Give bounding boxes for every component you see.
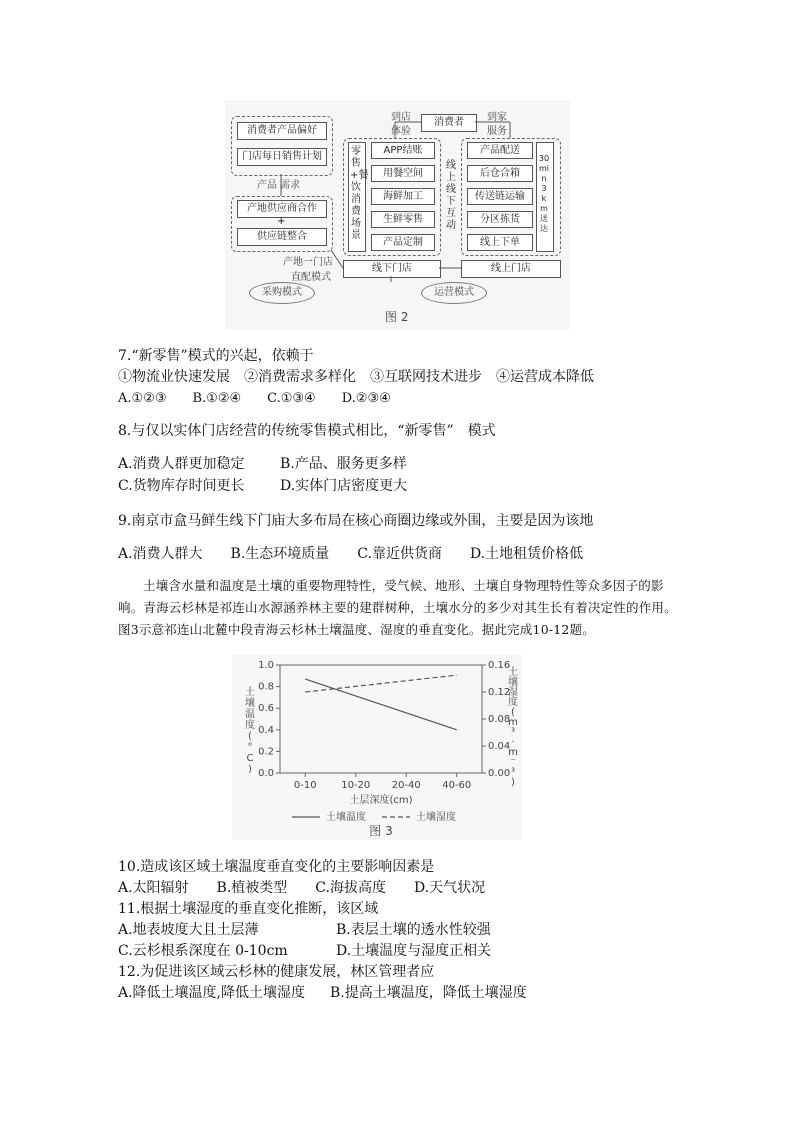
to-home-label-1: 到家 (487, 112, 507, 123)
x-tick-label: 20-40 (391, 780, 421, 791)
q8-stem: 8.与仅以实体门店经营的传统零售模式相比，“新零售” 模式 (118, 423, 496, 439)
right-tick-label: 0.00 (488, 768, 511, 779)
q12-stem: 12.为促进该区域云杉林的健康发展，林区管理者应 (118, 964, 435, 980)
store-sales-plan-box: 门店每日销售计划 (237, 148, 327, 166)
plus-sign: + (277, 216, 286, 227)
q10-stem: 10.造成该区域土壤温度垂直变化的主要影响因素是 (118, 859, 435, 875)
x-tick-label: 0-10 (293, 780, 317, 791)
online-store-box: 线上门店 (461, 260, 561, 278)
x-axis-label: 土层深度(cm) (349, 795, 413, 806)
q9-stem: 9.南京市盒马鲜生线下门庙大多布局在核心商圈边缘或外围，主要是因为该地 (118, 513, 594, 529)
supplier-cooperation-box: 产地供应商合作 (237, 200, 327, 218)
figure-2-arrows (225, 100, 570, 330)
offline-store-box: 线下门店 (343, 260, 441, 278)
to-store-label-2: 体验 (391, 126, 411, 137)
q8-option-b: B.产品、服务更多样 (280, 456, 407, 472)
purchase-mode-ellipse: 采购模式 (249, 282, 315, 304)
direct-mode-label-2: 直配模式 (291, 272, 331, 283)
q7-choices: A.①②③ B.①②④ C.①③④ D.②③④ (118, 391, 391, 406)
q8-option-a: A.消费人群更加稳定 (118, 456, 245, 472)
online-item-delivery: 产品配送 (467, 142, 533, 159)
figure-3-caption: 图 3 (369, 824, 393, 838)
online-item-conveyor: 传送链运输 (467, 188, 533, 205)
left-tick-label: 0.0 (258, 768, 274, 779)
scene-vertical-text: 零售+餐饮消费场景 (350, 146, 369, 241)
scene-item-dining: 用餐空间 (371, 165, 435, 182)
q10-choices: A.太阳辐射 B.植被类型 C.海拔高度 D.天气状况 (118, 880, 486, 896)
left-axis-label: 土壤温度( ° C ) (245, 687, 255, 775)
x-tick-label: 40-60 (442, 780, 472, 791)
to-store-label-1: 到店 (391, 112, 411, 123)
scene-item-custom: 产品定制 (371, 234, 435, 251)
delivery-time-text: 30 min 3 km 送达 (538, 154, 550, 233)
left-tick-label: 0.6 (258, 703, 274, 715)
right-tick-label: 0.04 (488, 741, 511, 752)
left-tick-label: 0.8 (258, 681, 274, 693)
q11-stem: 11.根据土壤湿度的垂直变化推断，该区域 (118, 901, 379, 917)
online-item-packing: 后仓合箱 (467, 165, 533, 182)
figure-3 (232, 655, 522, 840)
q12-option-b: B.提高土壤温度，降低土壤湿度 (330, 985, 527, 1001)
figure-2-caption: 图 2 (385, 310, 409, 324)
x-tick-label: 10-20 (341, 780, 371, 791)
q8-option-d: D.实体门店密度更大 (280, 478, 408, 494)
scene-item-app: APP结账 (371, 142, 435, 159)
online-item-picking: 分区拣货 (467, 211, 533, 228)
left-tick-label: 0.2 (258, 746, 274, 758)
left-tick-label: 1.0 (258, 660, 274, 671)
reading-passage: 土壤含水量和温度是土壤的重要物理特性，受气候、地形、土壤自身物理特性等众多因子的影响。青海云杉林是祁连山水源涵养林主要的建群树种，土壤水分的多少对其生长有着决定性的作用。图3示意祁连山北麓中段青海云杉林土壤温度、湿度的垂直变化。据此完成10-12题。 (118, 578, 677, 637)
consumer-box: 消费者 (421, 114, 477, 132)
right-axis-label: 土壤湿度( m ³ · m ⁻ ³ ) (508, 667, 518, 788)
interaction-vertical-text: 线上线下互动 (446, 160, 456, 231)
q11-option-c: C.云杉根系深度在 0-10cm (118, 943, 288, 959)
scene-item-fresh: 生鲜零售 (371, 211, 435, 228)
q9-choices: A.消费人群大 B.生态环境质量 C.靠近供货商 D.土地租赁价格低 (118, 546, 584, 562)
left-tick-label: 0.4 (258, 724, 274, 736)
q11-option-a: A.地表坡度大且土层薄 (118, 922, 259, 938)
legend-label: 土壤温度 (326, 812, 366, 823)
scene-item-seafood: 海鲜加工 (371, 188, 435, 205)
series-line-temperature (305, 679, 457, 730)
operation-mode-ellipse: 运营模式 (421, 282, 487, 304)
direct-mode-label-1: 产地一门店 (283, 257, 333, 268)
right-tick-label: 0.08 (488, 714, 511, 725)
series-line-moisture (305, 675, 457, 692)
right-tick-label: 0.12 (488, 687, 511, 698)
q11-option-b: B.表层土壤的透水性较强 (336, 922, 491, 938)
right-tick-label: 0.16 (488, 660, 511, 671)
legend-label: 土壤湿度 (416, 812, 456, 823)
figure-2 (225, 100, 570, 330)
q7-stem: 7.“新零售”模式的兴起，依赖于 (118, 348, 314, 364)
q12-option-a: A.降低土壤温度,降低土壤湿度 (118, 985, 306, 1001)
online-item-order: 线上下单 (467, 234, 533, 251)
q7-options: ①物流业快速发展 ②消费需求多样化 ③互联网技术进步 ④运营成本降低 (118, 369, 594, 385)
q8-option-c: C.货物库存时间更长 (118, 478, 245, 494)
q11-option-d: D.土壤温度与湿度正相关 (336, 943, 492, 959)
product-demand-label: 产品 需求 (257, 180, 301, 191)
consumer-preference-box: 消费者产品偏好 (237, 122, 327, 140)
supply-chain-box: 供应链整合 (237, 228, 327, 246)
to-home-label-2: 服务 (487, 126, 507, 137)
soil-chart (232, 655, 522, 840)
